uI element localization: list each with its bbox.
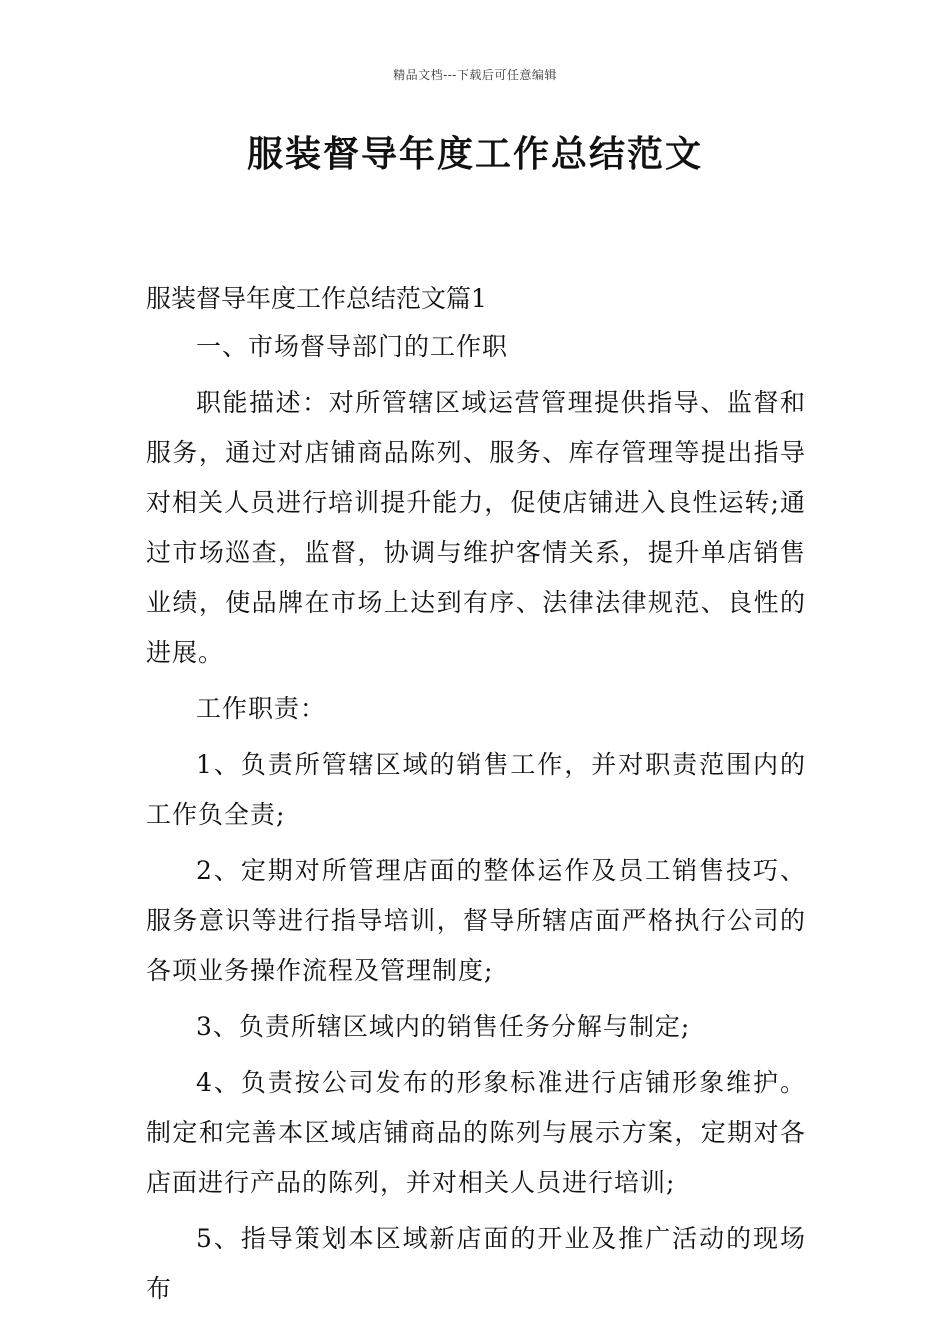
page-header-note: 精品文档---下载后可任意编辑	[393, 68, 557, 82]
paragraph-duty-heading: 一、市场督导部门的工作职	[196, 332, 509, 361]
document-body	[146, 322, 806, 1320]
paragraph-responsibilities-heading: 工作职责：	[196, 694, 327, 723]
paragraph-item-4: 4、负责按公司发布的形象标准进行店铺形象维护。制定和完善本区域店铺商品的陈列与展示方案，定期对各店面进行产品的陈列，并对相关人员进行培训;	[146, 1068, 806, 1197]
paragraph-function-description: 职能描述：对所管辖区域运营管理提供指导、监督和服务，通过对店铺商品陈列、服务、库存管理等提出指导对相关人员进行培训提升能力，促使店铺进入良性运转;通过市场巡查，监督，协调与维护客情关系，提升单店销售业绩，使品牌在市场上达到有序、法律法律规范、良性的进展。	[146, 388, 806, 667]
document-title: 服装督导年度工作总结范文	[246, 133, 703, 175]
paragraph-item-2: 2、定期对所管理店面的整体运作及员工销售技巧、服务意识等进行指导培训，督导所辖店面严格执行公司的各项业务操作流程及管理制度;	[146, 856, 806, 985]
section-heading: 服装督导年度工作总结范文篇1	[146, 284, 487, 313]
paragraph-item-5: 5、指导策划本区域新店面的开业及推广活动的现场布	[146, 1224, 806, 1303]
paragraph-item-1: 1、负责所管辖区域的销售工作，并对职责范围内的工作负全责;	[146, 750, 806, 829]
paragraph-item-3: 3、负责所辖区域内的销售任务分解与制定;	[196, 1012, 691, 1041]
